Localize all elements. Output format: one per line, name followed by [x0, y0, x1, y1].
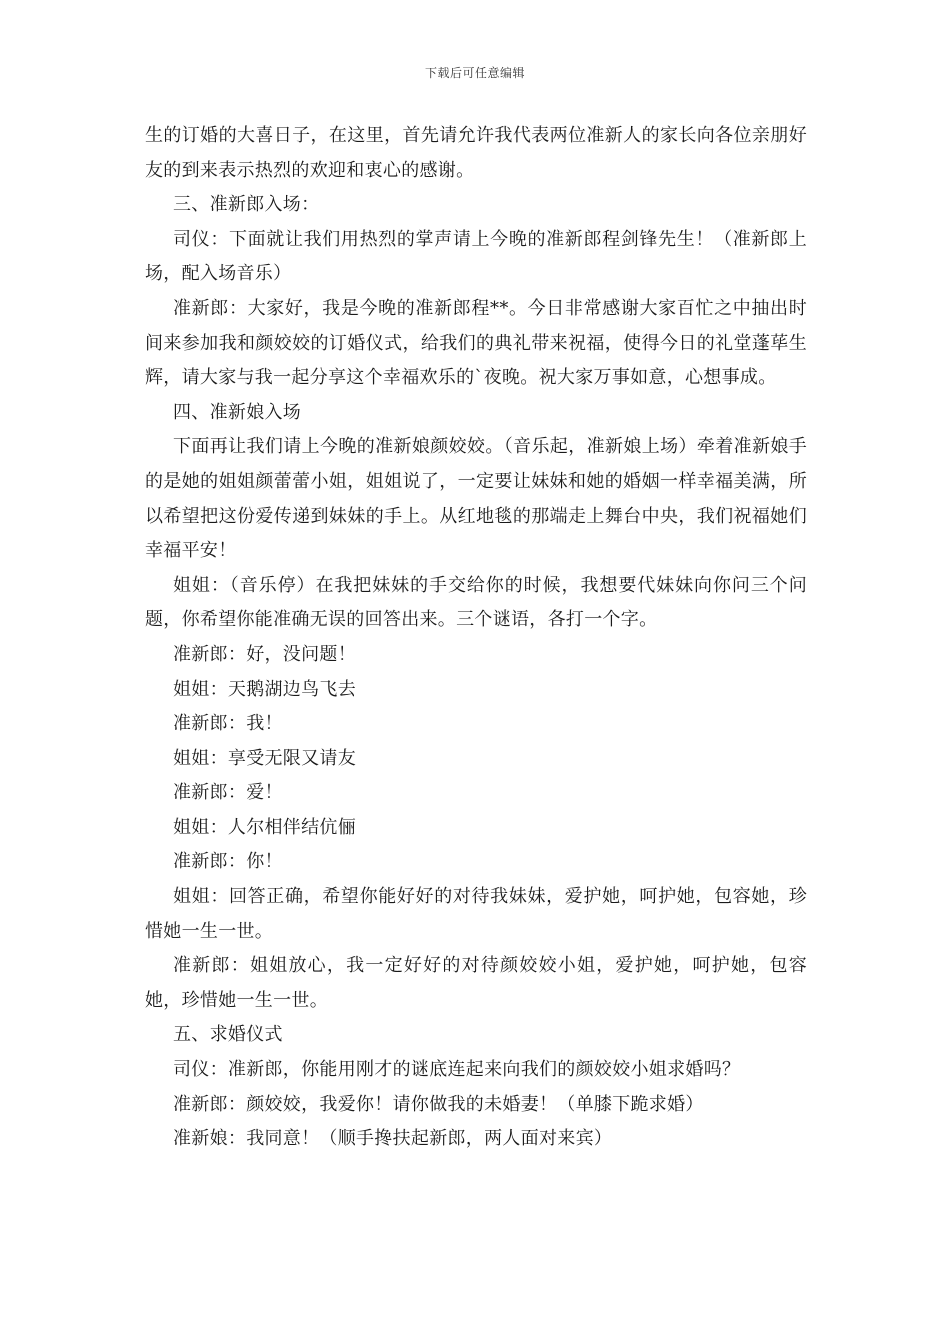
- page-header: 下载后可任意编辑: [424, 66, 525, 80]
- dialogue-line: 姐姐：享受无限又请友: [173, 747, 356, 769]
- paragraph: 准新郎：大家好，我是今晚的准新郎程**。今日非常感谢大家百忙之中抽出时间来参加我和颜姣姣的订婚仪式，给我们的典礼带来祝福，使得今日的礼堂蓬荜生辉，请大家与我一起分享这个幸福欢乐的`夜晚。祝大家万事如意，心想事成。: [145, 297, 807, 389]
- dialogue-line: 准新郎：颜姣姣，我爱你！请你做我的未婚妻！（单膝下跪求婚）: [173, 1093, 704, 1115]
- paragraph: 准新郎：姐姐放心，我一定好好的对待颜姣姣小姐，爱护她，呵护她，包容她，珍惜她一生一世。: [145, 955, 807, 1011]
- section-heading: 五、求婚仪式: [173, 1024, 283, 1046]
- dialogue-line: 姐姐：人尔相伴结伉俪: [173, 816, 356, 838]
- paragraph: 下面再让我们请上今晚的准新娘颜姣姣。（音乐起，准新娘上场）牵着准新娘手的是她的姐姐颜蕾蕾小姐，姐姐说了，一定要让妹妹和她的婚姻一样幸福美满，所以希望把这份爱传递到妹妹的手上。从红地毯的那端走上舞台中央，我们祝福她们幸福平安！: [145, 436, 807, 562]
- paragraph: 司仪：下面就让我们用热烈的掌声请上今晚的准新郎程剑锋先生！（准新郎上场，配入场音乐）: [145, 228, 807, 285]
- document-body: [145, 119, 807, 1157]
- section-heading: 四、准新娘入场: [173, 401, 302, 423]
- dialogue-line: 准新郎：好，没问题！: [173, 643, 356, 665]
- dialogue-line: 准新娘：我同意！（顺手搀扶起新郎，两人面对来宾）: [173, 1128, 613, 1150]
- section-heading: 三、准新郎入场：: [173, 194, 320, 216]
- paragraph: 姐姐：回答正确，希望你能好好的对待我妹妹，爱护她，呵护她，包容她，珍惜她一生一世。: [145, 886, 807, 942]
- dialogue-line: 姐姐：天鹅湖边鸟飞去: [173, 678, 356, 700]
- dialogue-line: 准新郎：我！: [173, 713, 283, 735]
- dialogue-line: 准新郎：你！: [173, 851, 283, 873]
- dialogue-line: 准新郎：爱！: [173, 782, 283, 804]
- paragraph: 生的订婚的大喜日子，在这里，首先请允许我代表两位准新人的家长向各位亲朋好友的到来表示热烈的欢迎和衷心的感谢。: [145, 125, 807, 181]
- dialogue-line: 司仪：准新郎，你能用刚才的谜底连起来向我们的颜姣姣小姐求婚吗？: [173, 1059, 741, 1081]
- paragraph: 姐姐：（音乐停）在我把妹妹的手交给你的时候，我想要代妹妹向你问三个问题，你希望你能准确无误的回答出来。三个谜语，各打一个字。: [145, 574, 807, 631]
